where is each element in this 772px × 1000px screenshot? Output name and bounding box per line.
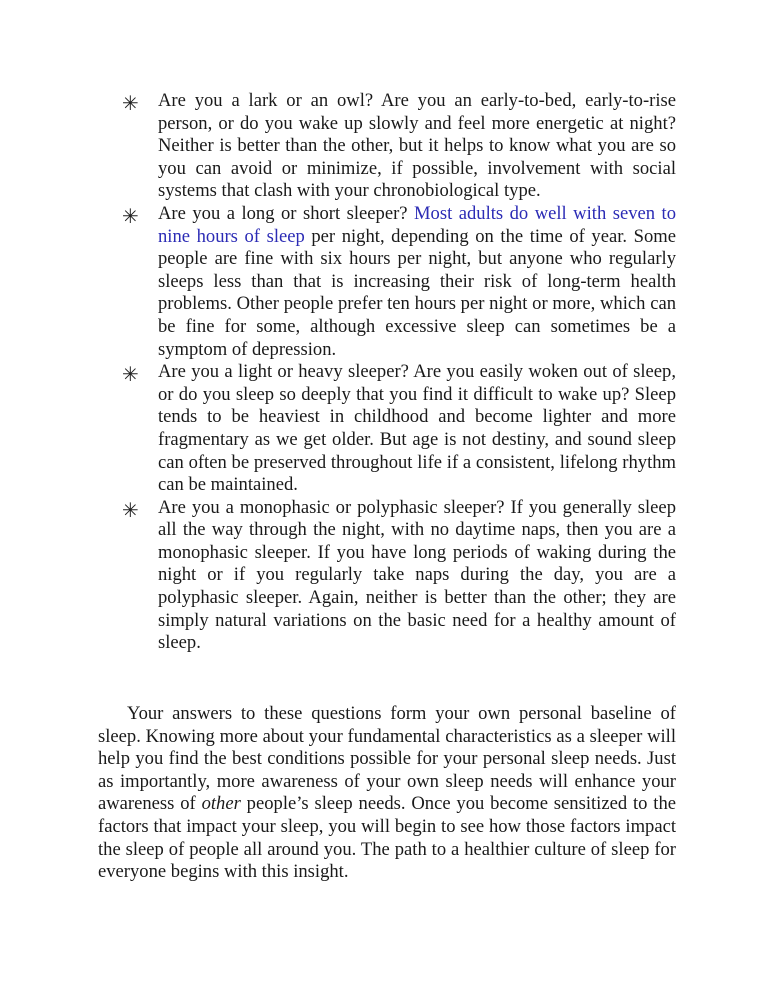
paragraph-text-start: Your answers to these questions form your own personal baseline of sleep. Knowing more about your fundamental characteristics as a sleeper will help you find the best conditions possible for your personal sleep needs. Just as importantly, more awareness of your own sleep needs will enhance your awareness of <box>98 703 676 815</box>
list-item-light-or-heavy-sleeper <box>98 361 676 497</box>
list-item-text: Are you a monophasic or polyphasic sleeper? If you generally sleep all the way through the night, with no daytime naps, then you are a monophasic sleeper. If you have long periods of waking during the night or if you regularly take naps during the day, you are a polyphasic sleeper. Again, neither is better than the other; they are simply natural variations on the basic need for a healthy amount of sleep. <box>158 496 676 654</box>
list-item-monophasic-or-polyphasic <box>98 497 676 655</box>
asterisk-bullet-icon: ✳ <box>122 497 139 522</box>
list-item-text <box>158 203 676 360</box>
paragraph-text-end: people’s sleep needs. Once you become sensitized to the factors that impact your sleep, you will begin to see how those factors impact the sleep of people all around you. The path to a healthier culture of sleep for everyone begins with this insight. <box>98 793 676 883</box>
question-list <box>98 90 676 655</box>
list-item-text-end: per night, depending on the time of year. Some people are fine with six hours per night, but anyone who regularly sleeps less than that is increasing their risk of long-term health problems. Other people prefer ten hours per night or more, which can be fine for some, although excessive sleep can sometimes be a symptom of depression. <box>158 225 676 360</box>
asterisk-bullet-icon: ✳ <box>122 91 139 115</box>
list-item-long-or-short-sleeper <box>98 203 676 361</box>
list-item-lark-or-owl <box>98 90 676 203</box>
list-item-text-start: Are you a long or short sleeper? <box>158 202 415 224</box>
paragraph-emphasis: other <box>201 793 241 815</box>
asterisk-bullet-icon: ✳ <box>122 203 139 228</box>
list-item-text: Are you a lark or an owl? Are you an early-to-bed, early-to-rise person, or do you wake up slowly and feel more energetic at night? Neither is better than the other, but it helps to know what you are so you can avoid or minimize, if possible, involvement with social systems that clash with your chronobiological type. <box>158 90 676 202</box>
body-paragraph <box>98 703 676 884</box>
list-item-text: Are you a light or heavy sleeper? Are you easily woken out of sleep, or do you sleep so deeply that you find it difficult to wake up? Sleep tends to be heaviest in childhood and become lighter and more fragmentary as we get older. But age is not destiny, and sound sleep can often be preserved throughout life if a consistent, lifelong rhythm can be maintained. <box>158 361 676 496</box>
sleep-hours-link[interactable]: Most adults do well with seven to nine hours of sleep <box>158 202 676 247</box>
asterisk-bullet-icon: ✳ <box>122 362 139 387</box>
